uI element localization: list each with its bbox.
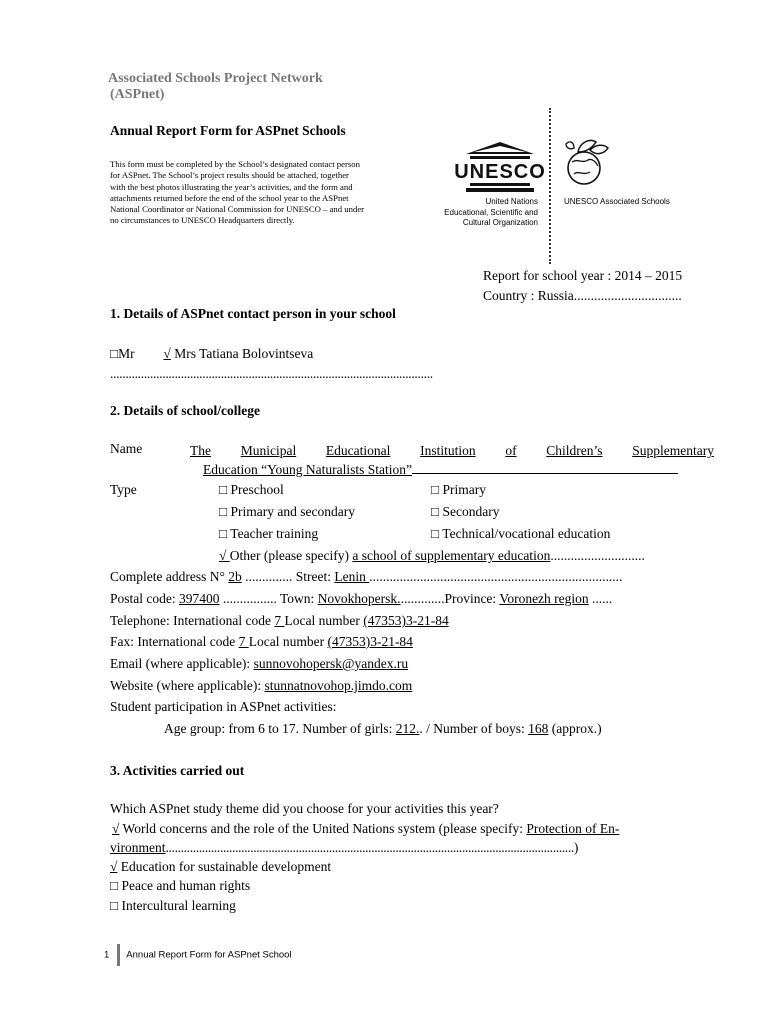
aspnet-logo-label: UNESCO Associated Schools <box>564 197 670 206</box>
name-word: of <box>505 443 517 458</box>
un-org-line: Educational, Scientific and <box>444 207 538 217</box>
province-value[interactable]: Voronezh region <box>499 591 589 606</box>
telephone-mid: Local number <box>284 613 364 628</box>
email-label: Email (where applicable): <box>110 656 254 671</box>
mrs-contact-name[interactable]: Mrs Tatiana Bolovintseva <box>170 346 314 361</box>
unesco-logo <box>454 140 546 201</box>
world-value[interactable]: Protection of En- <box>526 821 620 836</box>
logo-divider <box>549 108 555 264</box>
name-word: Supplementary <box>632 443 714 458</box>
network-title: Associated Schools Project Network <box>108 71 323 86</box>
section1-title: 1. Details of ASPnet contact person in your school <box>110 306 396 321</box>
participation-label: Student participation in ASPnet activities: <box>110 699 337 714</box>
un-organization-name <box>430 197 538 229</box>
type-secondary[interactable]: □ Secondary <box>431 504 500 519</box>
telephone-label: Telephone: International code <box>110 613 275 628</box>
website-row <box>110 678 412 694</box>
intro-paragraph <box>110 159 418 227</box>
type-technical[interactable]: □ Technical/vocational education <box>431 526 611 541</box>
esd-checkmark[interactable]: √ <box>110 859 118 874</box>
email-row <box>110 656 408 672</box>
name-word: Municipal <box>240 443 297 458</box>
postal-mid: ................ Town: <box>219 591 318 606</box>
fax-label: Fax: International code <box>110 634 239 649</box>
page-footer <box>104 944 292 966</box>
type-primary-secondary[interactable]: □ Primary and secondary <box>219 504 355 519</box>
theme-peace[interactable]: □ Peace and human rights <box>110 878 251 893</box>
school-name-field[interactable] <box>190 441 714 479</box>
email-value[interactable]: sunnovohopersk@yandex.ru <box>253 656 409 671</box>
report-year-value[interactable]: 2014 – 2015 <box>614 268 683 283</box>
name-word: Institution <box>420 443 476 458</box>
un-org-line: United Nations <box>485 197 538 206</box>
mr-checkbox[interactable]: □Mr <box>110 346 135 361</box>
theme-intercultural[interactable]: □ Intercultural learning <box>110 898 236 913</box>
type-primary[interactable]: □ Primary <box>431 482 487 497</box>
section2-title: 2. Details of school/college <box>110 403 260 418</box>
name-word: Children’s <box>546 443 603 458</box>
report-year-label: Report for school year : <box>483 268 612 283</box>
other-checkmark[interactable]: √ <box>219 548 230 563</box>
theme-esd-row <box>110 859 331 875</box>
fax-code[interactable]: 7 <box>238 634 249 649</box>
theme-world-row <box>112 821 619 837</box>
town-value[interactable]: Novokhopersk. <box>317 591 401 606</box>
postal-row <box>110 591 612 607</box>
other-dots: ............................ <box>550 548 645 563</box>
postal-end: ...... <box>588 591 613 606</box>
report-year <box>483 268 682 284</box>
postal-mid2: .............Province: <box>400 591 500 606</box>
postal-code-value[interactable]: 397400 <box>179 591 220 606</box>
address-number[interactable]: 2b <box>228 569 242 584</box>
street-value[interactable]: Lenin <box>334 569 370 584</box>
website-label: Website (where applicable): <box>110 678 265 693</box>
esd-text[interactable]: Education for sustainable development <box>117 859 332 874</box>
type-other-row <box>219 548 645 564</box>
other-label: Other (please specify) <box>229 548 353 563</box>
age-prefix: Age group: from 6 to 17. Number of girls: <box>164 721 396 736</box>
report-country <box>483 288 682 304</box>
intro-line: National Coordinator or National Commission for UNESCO – and under <box>110 204 365 215</box>
contact-title-row <box>110 346 313 362</box>
address-dots: ........................................................................... <box>369 569 623 584</box>
country-label: Country : <box>483 288 535 303</box>
name-line2: Education “Young Naturalists Station” <box>190 460 714 479</box>
postal-label: Postal code: <box>110 591 179 606</box>
age-mid: . / Number of boys: <box>419 721 529 736</box>
aspnet-globe-logo <box>560 134 612 199</box>
footer-divider <box>117 944 120 966</box>
country-value[interactable]: Russia................................ <box>537 288 682 303</box>
girls-count[interactable]: 212. <box>395 721 420 736</box>
name-word: Educational <box>325 443 391 458</box>
form-title: Annual Report Form for ASPnet Schools <box>110 123 346 138</box>
type-label: Type <box>110 482 137 497</box>
name-label: Name <box>110 441 143 456</box>
telephone-row <box>110 613 449 629</box>
address-mid: .............. Street: <box>241 569 335 584</box>
page-number: 1 <box>104 949 110 961</box>
age-suffix: (approx.) <box>548 721 602 736</box>
theme-question: Which ASPnet study theme did you choose for your activities this year? <box>110 801 499 816</box>
footer-title: Annual Report Form for ASPnet School <box>126 949 292 961</box>
type-preschool[interactable]: □ Preschool <box>219 482 284 497</box>
network-subtitle: (ASPnet) <box>110 87 165 102</box>
intro-line: no circumstances to UNESCO Headquarters directly. <box>110 215 295 226</box>
telephone-number[interactable]: (47353)3-21-84 <box>363 613 449 628</box>
other-value[interactable]: a school of supplementary education <box>352 548 551 563</box>
world-dots: .......................................................................................................................................) <box>165 840 579 855</box>
website-value[interactable]: stunnatnovohop.jimdo.com <box>264 678 413 693</box>
intro-line: for ASPnet. The School’s project results should be attached, together <box>110 170 349 181</box>
world-text[interactable]: World concerns and the role of the United Nations system (please specify: <box>119 821 527 836</box>
address-row <box>110 569 622 585</box>
fax-mid: Local number <box>248 634 328 649</box>
intro-line: with the best photos illustrating the year’s activities, and the form and <box>110 181 353 192</box>
world-value-cont[interactable]: vironment <box>110 840 166 855</box>
telephone-code[interactable]: 7 <box>274 613 285 628</box>
mrs-checkmark[interactable]: √ <box>163 346 171 361</box>
age-row <box>164 721 602 737</box>
section3-title: 3. Activities carried out <box>110 763 245 778</box>
boys-count[interactable]: 168 <box>528 721 549 736</box>
type-teacher-training[interactable]: □ Teacher training <box>219 526 319 541</box>
fax-row <box>110 634 413 650</box>
intro-line: This form must be completed by the School’s designated contact person <box>110 159 360 169</box>
world-checkmark[interactable]: √ <box>112 821 120 836</box>
name-word: The <box>190 443 211 458</box>
intro-line: attachments returned before the end of the school year to the ASPnet <box>110 192 349 203</box>
contact-dotted-line: ......................................................................................................... <box>110 366 433 381</box>
fax-number[interactable]: (47353)3-21-84 <box>327 634 413 649</box>
address-label: Complete address N° <box>110 569 229 584</box>
unesco-logo-text: UNESCO <box>454 161 546 183</box>
theme-world-row2 <box>110 840 578 856</box>
un-org-line: Cultural Organization <box>462 218 538 227</box>
